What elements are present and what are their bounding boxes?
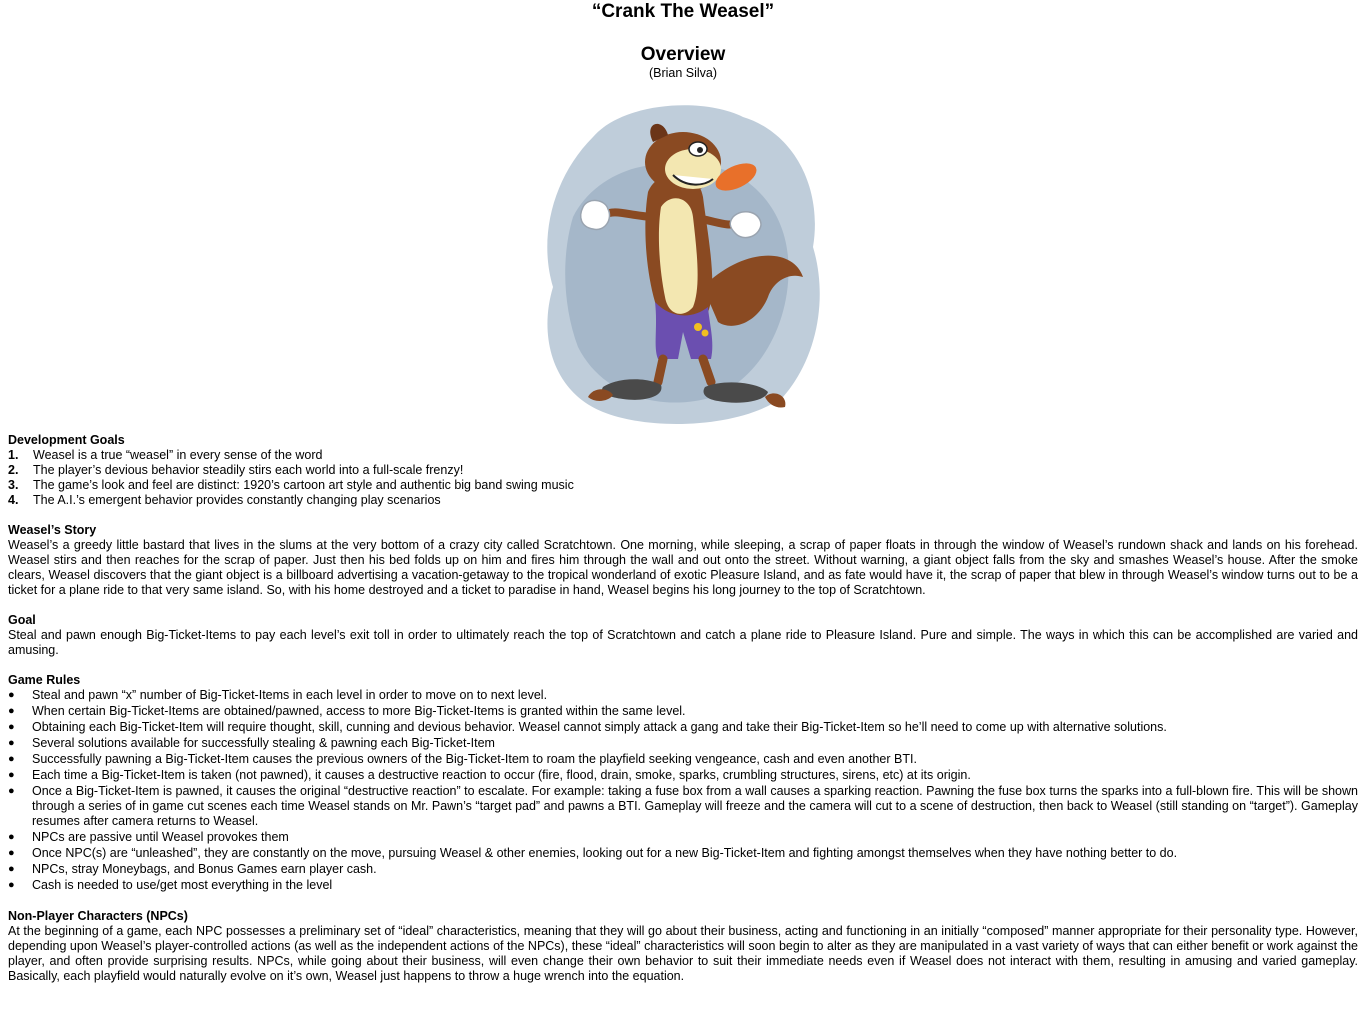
bullet-icon: ●	[8, 785, 15, 797]
list-item: 2. The player’s devious behavior steadily stirs each world into a full-scale frenzy!	[8, 463, 464, 477]
left-glove	[581, 200, 610, 229]
bullet-icon: ●	[8, 863, 15, 875]
bullet-icon: ●	[8, 721, 15, 733]
author-byline: (Brian Silva)	[648, 66, 718, 80]
list-item: ● Several solutions available for successfully stealing & pawning each Big-Ticket-Item	[8, 736, 495, 750]
list-item: ● Cash is needed to use/get most everything in the level	[8, 878, 333, 892]
npcs-paragraph: At the beginning of a game, each NPC possesses a preliminary set of “ideal” characteristics, meaning that they will go about their business, acting and functioning in an initially “composed” manner appropriate for their personality type. However, depending upon Weasel’s player-controlled actions (as well as the independent actions of the NPCs), these “ideal” characteristics will soon begin to alter as they are manipulated in a vast variety of ways that can either benefit or work against the player, and often provide surprising results. NPCs, while going about their business, will even change their own behavior to suit their immediate needs even if Weasel does not interact with them, resulting in amusing and varied gameplay. Basically, each playfield would naturally evolve on it’s own, Weasel just happens to throw a huge wrench into the equation.	[8, 924, 1358, 983]
list-item: ● Successfully pawning a Big-Ticket-Item causes the previous owners of the Big-Ticket-Item to roam the playfield seeking vengeance, cash and even another BTI.	[8, 752, 917, 766]
story-heading: Weasel’s Story	[8, 523, 97, 537]
goal-section	[8, 613, 1358, 658]
game-rules-heading: Game Rules	[8, 673, 81, 687]
goal-heading: Goal	[8, 613, 36, 627]
game-rules-section	[8, 673, 1358, 893]
list-item: ● NPCs are passive until Weasel provokes them	[8, 830, 289, 844]
game-rules-list	[8, 688, 1358, 893]
overview-heading: Overview	[640, 44, 726, 65]
document-title: “Crank The Weasel”	[591, 1, 775, 22]
bullet-icon: ●	[8, 831, 15, 843]
development-goals-heading: Development Goals	[8, 433, 125, 447]
weasel-character-illustration	[533, 97, 833, 429]
document-page	[8, 0, 1358, 984]
bullet-icon: ●	[8, 847, 15, 859]
list-item: 3. The game’s look and feel are distinct: 1920’s cartoon art style and authentic big band swing music	[8, 478, 574, 492]
right-glove	[730, 212, 761, 238]
list-item: ● Obtaining each Big-Ticket-Item will require thought, skill, cunning and devious behavior. Weasel cannot simply attack a gang and take their Big-Ticket-Item so he’ll need to come up with alternative solutions.	[8, 720, 1167, 734]
story-section	[8, 523, 1358, 598]
bullet-icon: ●	[8, 705, 15, 717]
list-item: ● Once NPC(s) are “unleashed”, they are constantly on the move, pursuing Weasel & other enemies, looking out for a new Big-Ticket-Item and fighting amongst themselves when they have nothing better to do.	[8, 846, 1178, 860]
bullet-icon: ●	[8, 879, 15, 891]
bullet-icon: ●	[8, 769, 15, 781]
bullet-icon: ●	[8, 737, 15, 749]
list-item: ● NPCs, stray Moneybags, and Bonus Games earn player cash.	[8, 862, 377, 876]
list-item: 1. Weasel is a true “weasel” in every sense of the word	[8, 448, 323, 462]
story-paragraph: Weasel’s a greedy little bastard that lives in the slums at the very bottom of a crazy city called Scratchtown. One morning, while sleeping, a scrap of paper floats in through the window of Weasel’s rundown shack and lands on his forehead. Weasel stirs and then reaches for the scrap of paper. Just then his bed folds up on him and fires him through the wall and out onto the street. Without warning, a giant object falls from the sky and smashes Weasel’s house. After the smoke clears, Weasel discovers that the giant object is a billboard advertising a vacation-getaway to the tropical wonderland of exotic Pleasure Island, and as fate would have it, the scrap of paper that blew in through Weasel’s window turns out to be a ticket for a plane ride to that very same island. So, with his home destroyed and a ticket to paradise in hand, Weasel begins his long journey to the top of Scratchtown.	[8, 538, 1358, 597]
list-item: ● Once a Big-Ticket-Item is pawned, it causes the original “destructive reaction” to escalate. For example: taking a fuse box from a wall causes a sparking reaction. Pawning the fuse box turns the sparks into a full-blown fire. This will be shown through a series of in game cut scenes each time Weasel stands on Mr. Pawn’s “target pad” and pawns a BTI. Gameplay will freeze and the camera will cut to a scene of destruction, then back to Weasel (still standing on “target”). Gameplay resumes after camera returns to Weasel.	[8, 784, 1358, 828]
bullet-icon: ●	[8, 753, 15, 765]
bullet-icon: ●	[8, 689, 15, 701]
development-goals-section	[8, 433, 1358, 508]
npcs-section	[8, 909, 1358, 984]
list-item: 4. The A.I.’s emergent behavior provides constantly changing play scenarios	[8, 493, 441, 507]
npcs-heading: Non-Player Characters (NPCs)	[8, 909, 188, 923]
list-item: ● Steal and pawn “x” number of Big-Ticket-Items in each level in order to move on to next level.	[8, 688, 548, 702]
development-goals-list	[8, 448, 1358, 508]
list-item: ● Each time a Big-Ticket-Item is taken (not pawned), it causes a destructive reaction to occur (fire, flood, drain, smoke, sparks, crumbling structures, sirens, etc) at its origin.	[8, 768, 971, 782]
goal-paragraph: Steal and pawn enough Big-Ticket-Items to pay each level’s exit toll in order to ultimately reach the top of Scratchtown and catch a plane ride to Pleasure Island. Pure and simple. The ways in which this can be accomplished are varied and amusing.	[8, 628, 1358, 657]
list-item: ● When certain Big-Ticket-Items are obtained/pawned, access to more Big-Ticket-Items is granted within the same level.	[8, 704, 686, 718]
